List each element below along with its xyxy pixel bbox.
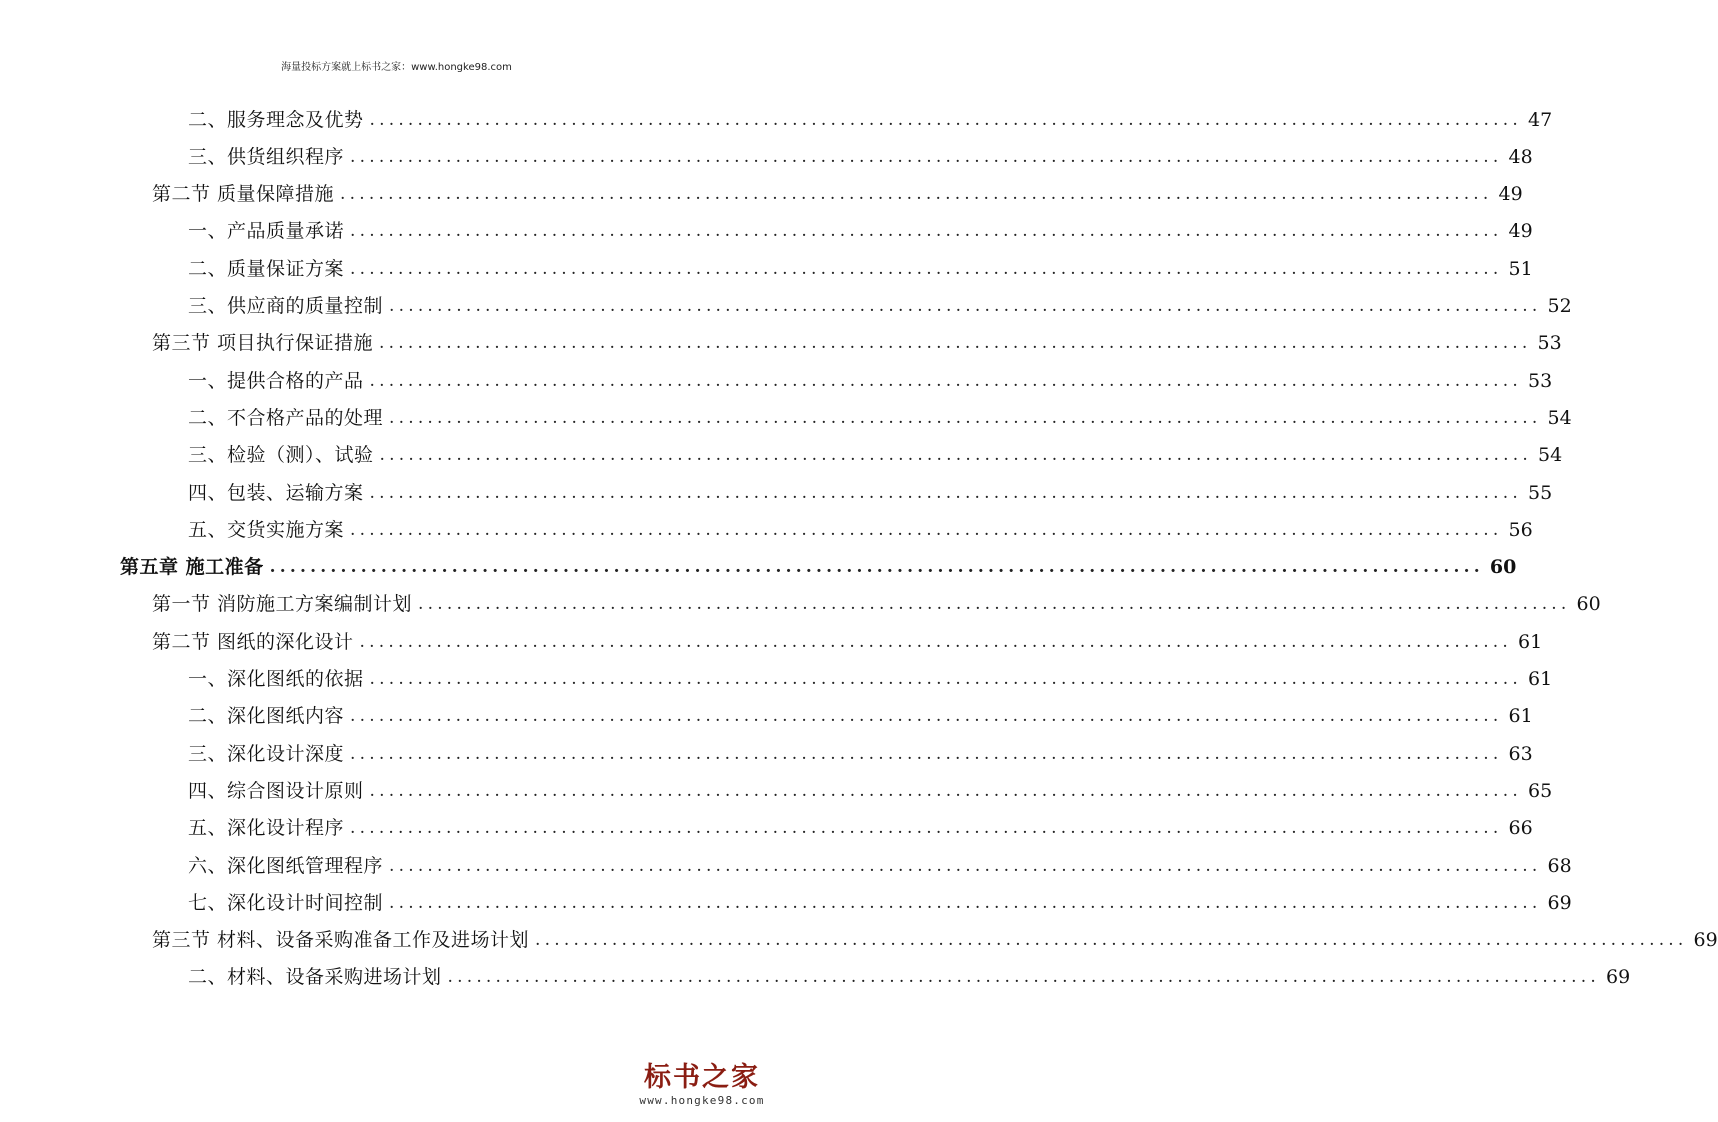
toc-dot-leader: ........................................................................................................................ (369, 669, 1522, 689)
toc-entry[interactable] (188, 511, 1533, 548)
toc-entry[interactable] (188, 101, 1553, 138)
toc-entry-page-number: 63 (1508, 742, 1533, 765)
toc-entry-title: 四、包装、运输方案 (188, 481, 364, 504)
toc-entry-title: 二、不合格产品的处理 (188, 406, 384, 429)
toc-entry[interactable] (188, 250, 1533, 287)
toc-entry-title: 四、综合图设计原则 (188, 779, 364, 802)
toc-entry[interactable] (188, 847, 1572, 884)
toc-entry-page-number: 61 (1518, 630, 1543, 653)
toc-entry-title: 二、材料、设备采购进场计划 (188, 966, 442, 989)
toc-entry-page-number: 48 (1508, 145, 1533, 168)
toc-entry-title: 二、深化图纸内容 (188, 705, 345, 728)
toc-entry[interactable] (188, 437, 1563, 474)
toc-dot-leader: ........................................................................................................................ (389, 855, 1542, 876)
toc-entry[interactable] (188, 959, 1631, 996)
toc-entry-title: 二、质量保证方案 (188, 257, 345, 280)
toc-entry-title: 一、提供合格的产品 (188, 369, 364, 392)
toc-dot-leader: ........................................................................................................................ (369, 780, 1522, 801)
toc-dot-leader: ........................................................................................................................ (535, 930, 1688, 951)
toc-entry-title: 一、产品质量承诺 (188, 220, 345, 243)
toc-entry[interactable] (152, 623, 1543, 660)
toc-entry[interactable] (152, 176, 1523, 213)
toc-entry-page-number: 55 (1527, 481, 1553, 504)
toc-dot-leader: ........................................................................................................................ (369, 109, 1522, 130)
toc-entry[interactable] (120, 549, 1517, 586)
toc-entry[interactable] (188, 810, 1533, 847)
toc-dot-leader: ........................................................................................................................ (379, 333, 1532, 354)
toc-dot-leader: ........................................................................................................................ (369, 370, 1522, 391)
toc-entry-page-number: 68 (1547, 854, 1572, 877)
toc-dot-leader: ........................................................................................................................ (379, 445, 1532, 466)
toc-entry-page-number: 65 (1527, 779, 1553, 802)
toc-dot-leader: ........................................................................................................................ (389, 296, 1542, 316)
toc-entry[interactable] (188, 138, 1533, 175)
toc-entry[interactable] (188, 884, 1572, 921)
toc-entry[interactable] (152, 325, 1562, 362)
toc-entry-title: 第三节 材料、设备采购准备工作及进场计划 (152, 929, 530, 952)
toc-dot-leader: ........................................................................................................................ (350, 706, 1503, 727)
toc-entry[interactable] (188, 213, 1533, 250)
toc-entry-page-number: 69 (1693, 929, 1718, 952)
toc-entry-page-number: 49 (1508, 220, 1533, 243)
toc-dot-leader: ........................................................................................................................ (340, 184, 1493, 205)
toc-entry-title: 五、深化设计程序 (188, 817, 345, 840)
toc-dot-leader: ........................................................................................................................ (389, 407, 1542, 428)
toc-dot-leader: ........................................................................................................................ (350, 743, 1503, 764)
logo-url: www.hongke98.com (639, 1094, 765, 1107)
toc-dot-leader: ........................................................................................................................ (350, 258, 1503, 279)
toc-dot-leader: ........................................................................................................................ (418, 594, 1571, 615)
toc-entry[interactable] (188, 362, 1553, 399)
toc-entry-title: 三、供货组织程序 (188, 145, 345, 168)
brand-logo (622, 1062, 782, 1108)
toc-entry-page-number: 53 (1537, 332, 1562, 355)
toc-entry-title: 第二节 图纸的深化设计 (152, 630, 354, 653)
toc-entry-page-number: 51 (1508, 257, 1533, 280)
toc-entry-title: 三、检验（测）、试验 (188, 444, 374, 467)
toc-dot-leader: ........................................................................................................................ (350, 146, 1503, 167)
toc-entry[interactable] (188, 399, 1572, 436)
toc-dot-leader: ........................................................................................................................ (350, 221, 1503, 242)
toc-entry-title: 第三节 项目执行保证措施 (152, 332, 374, 355)
toc-entry-title: 一、深化图纸的依据 (188, 668, 364, 690)
toc-entry-title: 第五章 施工准备 (120, 556, 264, 579)
toc-entry-title: 二、服务理念及优势 (188, 108, 364, 131)
toc-entry-title: 五、交货实施方案 (188, 518, 345, 541)
toc-dot-leader: ........................................................................................................................ (389, 892, 1542, 913)
toc-entry-page-number: 54 (1547, 406, 1572, 429)
toc-entry-page-number: 61 (1527, 668, 1553, 690)
toc-entry-title: 七、深化设计时间控制 (188, 891, 384, 914)
logo-mark: 标书之家 (644, 1062, 760, 1093)
toc-entry-page-number: 52 (1547, 295, 1572, 317)
toc-dot-leader: ........................................................................................................................ (447, 967, 1600, 988)
toc-entry[interactable] (188, 474, 1553, 511)
toc-entry[interactable] (152, 922, 1718, 959)
toc-entry-page-number: 53 (1527, 369, 1553, 392)
toc-entry-title: 第二节 质量保障措施 (152, 183, 335, 206)
toc-entry-title: 第一节 消防施工方案编制计划 (152, 593, 413, 616)
toc-entry-title: 六、深化图纸管理程序 (188, 854, 384, 877)
toc-dot-leader: ........................................................................................................................ (269, 557, 1484, 578)
toc-entry-page-number: 69 (1547, 891, 1572, 914)
toc-dot-leader: ........................................................................................................................ (350, 818, 1503, 839)
toc-dot-leader: ........................................................................................................................ (350, 519, 1503, 540)
toc-dot-leader: ........................................................................................................................ (369, 482, 1522, 503)
toc-entry-page-number: 49 (1498, 183, 1523, 206)
toc-entry-page-number: 60 (1489, 556, 1517, 579)
page-header: 海量投标方案就上标书之家：www.hongke98.com (281, 62, 512, 73)
toc-entry[interactable] (188, 661, 1553, 698)
toc-entry-page-number: 47 (1527, 108, 1553, 131)
toc-entry[interactable] (188, 288, 1572, 325)
toc-entry[interactable] (188, 772, 1553, 809)
toc-entry-page-number: 69 (1605, 966, 1631, 989)
toc-entry[interactable] (188, 698, 1533, 735)
toc-entry[interactable] (152, 586, 1601, 623)
toc-entry-page-number: 56 (1508, 518, 1533, 541)
toc-entry-title: 三、深化设计深度 (188, 742, 345, 765)
toc-entry-page-number: 66 (1508, 817, 1533, 840)
toc-entry[interactable] (188, 735, 1533, 772)
toc-entry-title: 三、供应商的质量控制 (188, 295, 384, 317)
toc-entry-page-number: 61 (1508, 705, 1533, 728)
toc-dot-leader: ........................................................................................................................ (359, 631, 1513, 652)
toc-entry-page-number: 60 (1576, 593, 1601, 616)
toc-entry-page-number: 54 (1537, 444, 1563, 467)
